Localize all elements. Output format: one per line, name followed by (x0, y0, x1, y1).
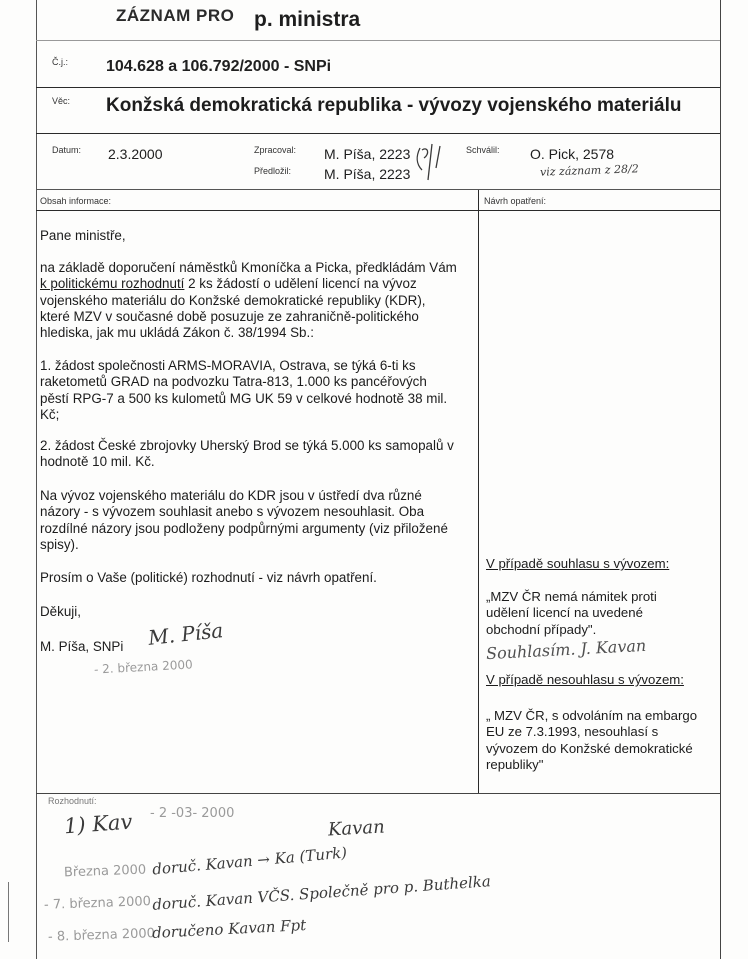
decision-label: Rozhodnutí: (48, 796, 97, 806)
subject: Konžská demokratická republika - vývozy vojenského materiálu (106, 95, 682, 116)
divider-subject (36, 133, 720, 134)
decision-hand-line-4: doručeno Kavan Fpt (151, 915, 307, 943)
paragraph-intro-start: na základě doporučení náměstků Kmoníčka a Picka, předkládám Vám (40, 260, 457, 275)
processed-by-label: Zpracoval: (254, 145, 297, 155)
divider-cj (36, 87, 720, 88)
decision-stamp-3: - 7. března 2000 (43, 894, 152, 913)
paragraph-opinions: Na vývoz vojenského materiálu do KDR jsou v ústředí dva různé názory - s vývozem souhlasit anebo s vývozem nesouhlasit. Oba rozdílné názory jsou podloženy podpůrnými argumenty (viz přiložené spisy). (40, 488, 448, 552)
paragraph-request: Prosím o Vaše (politické) rozhodnutí - viz návrh opatření. (40, 570, 377, 585)
divider-decision (36, 793, 720, 794)
approved-by-value: O. Pick, 2578 (530, 146, 615, 162)
decision-stamp-2: Března 2000 (63, 862, 147, 881)
submitted-by-value: M. Píša, 2223 (324, 166, 411, 182)
record-title: ZÁZNAM PRO (116, 6, 235, 25)
decision-hand-line-3: doruč. Kavan VČS. Společně pro p. Buthelka (151, 872, 492, 914)
decision-stamp-4: - 8. března 2000 (47, 926, 156, 945)
subject-label: Věc: (52, 96, 71, 106)
record-addressee: p. ministra (254, 8, 361, 31)
date-stamp: - 2. března 2000 (93, 657, 194, 677)
margin-mark (8, 882, 9, 942)
content-column-label: Obsah informace: (40, 196, 112, 206)
disagree-text: „ MZV ČR, s odvoláním na embargo EU ze 7.3.1993, nesouhlasí s vývozem do Konžské demokratické republiky" (486, 708, 698, 772)
initials-scribble (406, 140, 456, 186)
salutation: Pane ministře, (40, 228, 126, 243)
processed-by-value: M. Píša, 2223 (324, 146, 411, 162)
column-separator (478, 190, 479, 793)
paragraph-intro (40, 260, 458, 341)
decision-hand-2: Kavan (327, 816, 386, 841)
left-border (36, 0, 37, 959)
cj-label: Č.j.: (52, 57, 69, 67)
divider-top (36, 40, 720, 41)
proposal-column-label: Návrh opatření: (484, 196, 547, 206)
decision-hand-line-2: doruč. Kavan → Ka (Turk) (151, 843, 348, 879)
signature-typed: M. Píša, SNPi (40, 639, 124, 654)
decision-hand-1: 1) Kav (63, 809, 134, 839)
paragraph-intro-end: 2 ks žádostí o udělení licencí na vývoz vojenského materiálu do Konžské demokratické republiky (KDR), které MZV v současné době posuzuje ze zahraničně-politického hlediska, jak mu ukládá Zákon č. 38/1994 Sb.: (40, 276, 426, 341)
submitted-by-label: Předložil: (254, 166, 292, 176)
thanks: Děkuji, (40, 604, 81, 619)
date-label: Datum: (52, 145, 82, 155)
date-value: 2.3.2000 (108, 146, 163, 162)
agree-heading: V případě souhlasu s vývozem: (486, 556, 670, 571)
right-border (720, 0, 721, 959)
disagree-heading: V případě nesouhlasu s vývozem: (486, 672, 684, 687)
request-item-1: 1. žádost společnosti ARMS-MORAVIA, Ostrava, se týká 6-ti ks raketometů GRAD na podvozku Tatra-813, 1.000 ks pancéřových pěstí RPG-7 a 500 ks kulometů MG UK 59 v celkové hodnotě 38 mil. Kč; (40, 358, 448, 422)
request-item-2: 2. žádost České zbrojovky Uherský Brod se týká 5.000 ks samopalů v hodnotě 10 mil. Kč. (40, 438, 454, 470)
decision-stamp-1: - 2 -03- 2000 (150, 806, 235, 821)
reference-number: 104.628 a 106.792/2000 - SNPi (106, 58, 332, 75)
divider-meta (36, 189, 720, 190)
agree-handwritten-approval: Souhlasím. J. Kavan (485, 635, 647, 664)
approved-by-label: Schválil: (466, 145, 500, 155)
divider-columns (36, 210, 720, 211)
agree-text: „MZV ČR nemá námitek proti udělení licencí na uvedené obchodní případy". (486, 589, 657, 637)
signature-handwritten: M. Píša (146, 618, 225, 650)
approved-by-note: viz záznam z 28/2 (539, 162, 639, 179)
paragraph-intro-underlined: k politickému rozhodnutí (40, 276, 185, 292)
